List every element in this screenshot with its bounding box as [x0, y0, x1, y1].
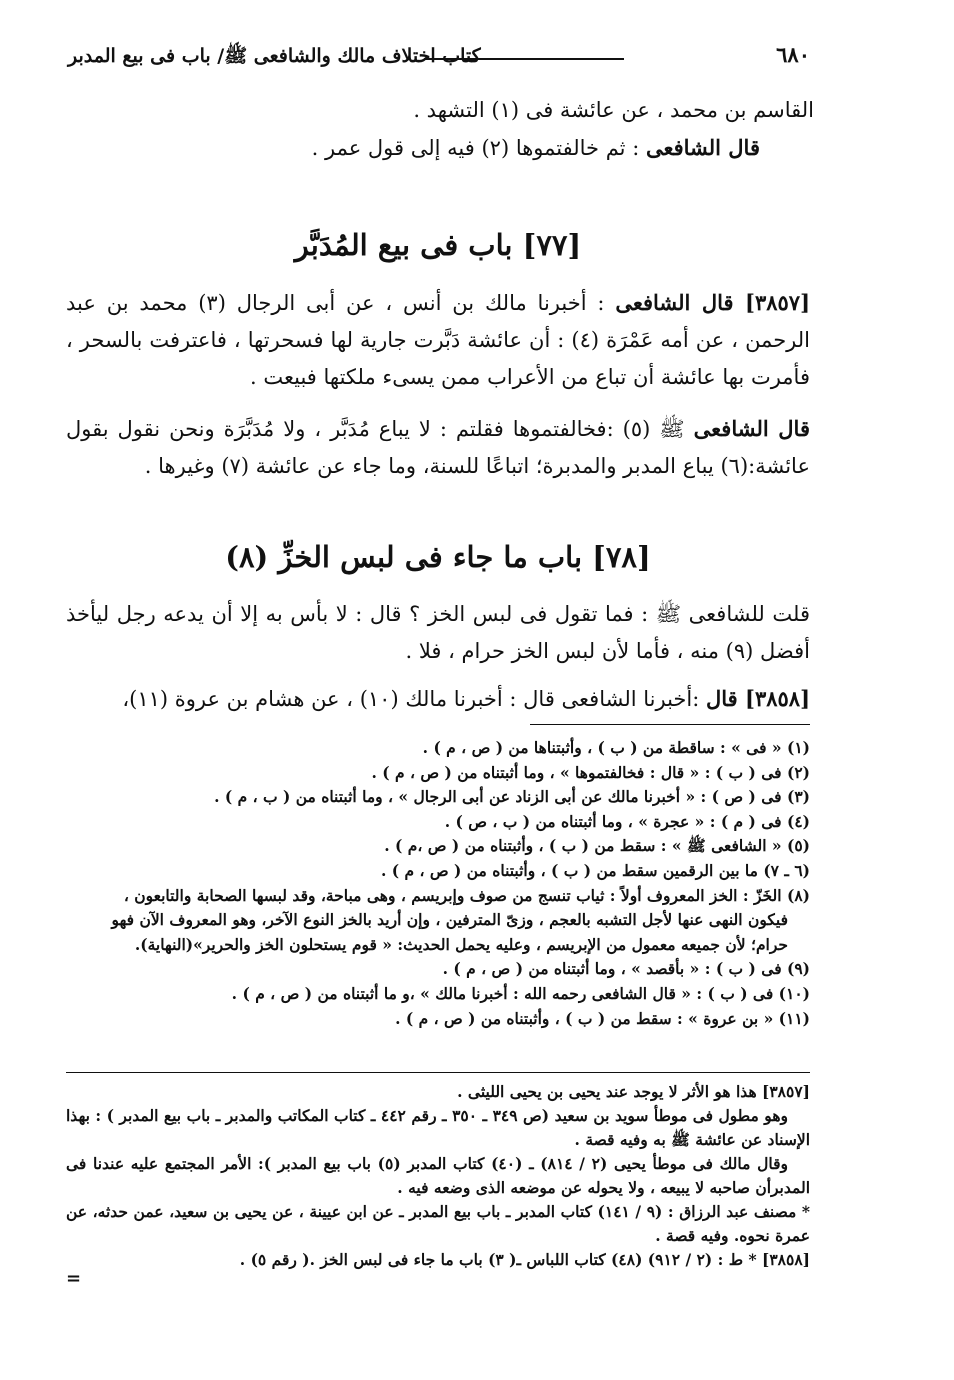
section-78-p2-rest: :أخبرنا الشافعى قال : أخبرنا مالك (١٠) ، عن هشام بن عروة (١١)،: [122, 687, 706, 711]
source-3857-suwayd: وهو مطول فى موطأ سويد بن سعيد (ص ٣٤٩ ـ ٣٥٠ ـ رقم ٤٤٢ ـ كتاب المكاتب والمدبر ـ باب بيع المدبر ) : بهذا الإسناد عن عائشة ﷺ به وفيه قصة .: [66, 1106, 810, 1149]
footnote-separator: [530, 724, 810, 725]
footnote-10: (١٠) فى ( ب ) : « قال الشافعى رحمه الله : أخبرنا مالك » ،و ما أثبتناه من ( ص ، م ) .: [231, 983, 810, 1003]
top-line-2-lead: قال الشافعى: [645, 135, 760, 160]
section-77-p1: [66, 284, 810, 396]
footnote-4: (٤) فى ( م ) : « عجرة » ، وما أثبتناه من ( ب ، ص ) .: [444, 811, 810, 831]
continuation-mark: =: [66, 1268, 82, 1289]
footnote-2: (٢) فى ( ب ) : « قال : فخالفتموها » ، وما أثبتناه من ( ص ، م ) .: [371, 762, 810, 782]
page-number: ٦٨٠: [776, 42, 810, 67]
top-line-2: [66, 129, 760, 167]
footnote-5: (٥) « الشافعى ﷺ » : سقط من ( ب ) ، وأثبتناه من ( ص ،م ) .: [384, 836, 810, 856]
section-77-p2-lead: قال الشافعى: [693, 416, 810, 441]
top-line-1: القاسم بن محمد ، عن عائشة فى (١) التشهد .: [413, 98, 814, 122]
top-line-2-rest: : ثم خالفتموها (٢) فيه إلى قول عمر .: [311, 136, 646, 160]
sources-separator: [66, 1072, 810, 1073]
section-77-p1-rest: : أخبرنا مالك بن أنس ، عن أبى الرجال (٣) محمد بن عبد الرحمن ، عن أمه عَمْرَة (٤) : أن عائشة دَبَّرت جارية لها فسحرتها ، فاعترفت بالسحر ، فأمرت بها عائشة أن تباع من الأعراب ممن يسىء ملكتها فبيعت .: [66, 291, 810, 389]
section-77-p2-rest: ﷺ (٥) :فخالفتموها فقلتم : لا يباع مُدَبَّر ، ولا مُدَبَّرَة ونحن نقول بقول عائشة:(٦) يباع المدبر والمدبرة؛ اتباعًا للسنة، وما جاء عن عائشة (٧) وغيرها .: [66, 417, 810, 478]
section-78-p2: [66, 680, 810, 718]
section-78-paragraph-2: [66, 680, 810, 718]
section-78-paragraph-1: [66, 596, 810, 670]
section-77-heading: [٧٧] باب فى بيع المُدَبَّر: [294, 228, 582, 262]
footnote-6-7: (٦ ـ ٧) ما بين الرقمين سقط من ( ب ) ، وأثبتناه من ( ص ، م ) .: [380, 860, 810, 880]
section-78-p2-lead: [٣٨٥٨] قال: [705, 686, 810, 711]
source-3857-intro: [٣٨٥٧] هذا هو الأثر لا يوجد عند يحيى بن يحيى الليثى .: [457, 1082, 810, 1101]
section-77-paragraph-2: [66, 410, 810, 485]
footnote-3: (٣) فى ( ص ) : « أخبرنا مالك عن أبى الزناد عن أبى الرجال » ، وما أثبتناه من ( ب ، م ) .: [214, 787, 810, 807]
source-3857-yahya: وقال مالك فى موطأ يحيى (٢ / ٨١٤) ـ (٤٠) كتاب المدبر (٥) باب بيع المدبر ): الأمر المجتمع عليه عندنا فى المدبرأن صاحبه لا يبيعه ، ولا يحوله عن موضعه الذى وضعه فيه .: [66, 1154, 810, 1197]
footnote-8-line-3: حرام؛ لأن جميعه معمول من الإبريسم ، وعليه يحمل الحديث: « قوم يستحلون الخز والحرير»(النهاية).: [134, 934, 788, 954]
section-78-heading: [٧٨] باب ما جاء فى لبس الخزِّ (٨): [225, 540, 651, 574]
footnote-8-line-1: (٨) الخَزّ : الخز المعروف أولاً : ثياب تنسج من صوف وإبريسم ، وهى مباحة، وقد لبسها الصحابة والتابعون ،: [123, 885, 810, 905]
section-77-p2: [66, 410, 810, 485]
running-header: [68, 40, 810, 74]
section-77-p1-lead: [٣٨٥٧] قال الشافعى: [615, 290, 810, 315]
top-paragraph: [66, 92, 814, 167]
footnote-11: (١١) « بن عروة » : سقط من ( ب ) ، وأثبتناه من ( ص ، م ) .: [395, 1008, 810, 1028]
source-3858: [٣٨٥٨] * ط : (٢ / ٩١٢) (٤٨) كتاب اللباس ـ( ٣) باب ما جاء فى لبس الخز .( رقم ٥) .: [239, 1250, 810, 1269]
section-78-p1: قلت للشافعى ﷺ : فما تقول فى لبس الخز ؟ قال : لا بأس به إلا أن يدعه رجل ليأخذ أفضل (٩) منه ، فأما لأن لبس الخز حرام ، فلا .: [66, 602, 810, 663]
header-title: كتاب اختلاف مالك والشافعى ﷺ/ باب فى بيع المدبر: [68, 45, 481, 67]
footnotes-block: [66, 736, 810, 1031]
section-77-paragraph-1: [66, 284, 810, 396]
header-rule: [424, 58, 624, 60]
sources-block: [66, 1080, 810, 1272]
footnote-1: (١) « فى » : ساقطة من ( ب ) ، وأثبتناها من ( ص ، م ) .: [422, 738, 810, 757]
source-3857-abdurrazzaq: * مصنف عبد الرزاق : (٩ / ١٤١) كتاب المدبر ـ باب بيع المدبر ـ عن ابن عيينة ، عن يحيى بن سعيد، عمن حدثه، عن عمرة نحوه. وفيه قصة .: [66, 1202, 810, 1245]
footnote-9: (٩) فى ( ب ) : « بأقصد » ، وما أثبتناه من ( ص ، م ) .: [442, 959, 810, 979]
footnote-8-line-2: فيكون النهى عنها لأجل التشبه بالعجم ، وزىّ المترفين ، وإن أريد بالخز النوع الآخر، وهو المعروف الآن فهو: [111, 910, 788, 930]
